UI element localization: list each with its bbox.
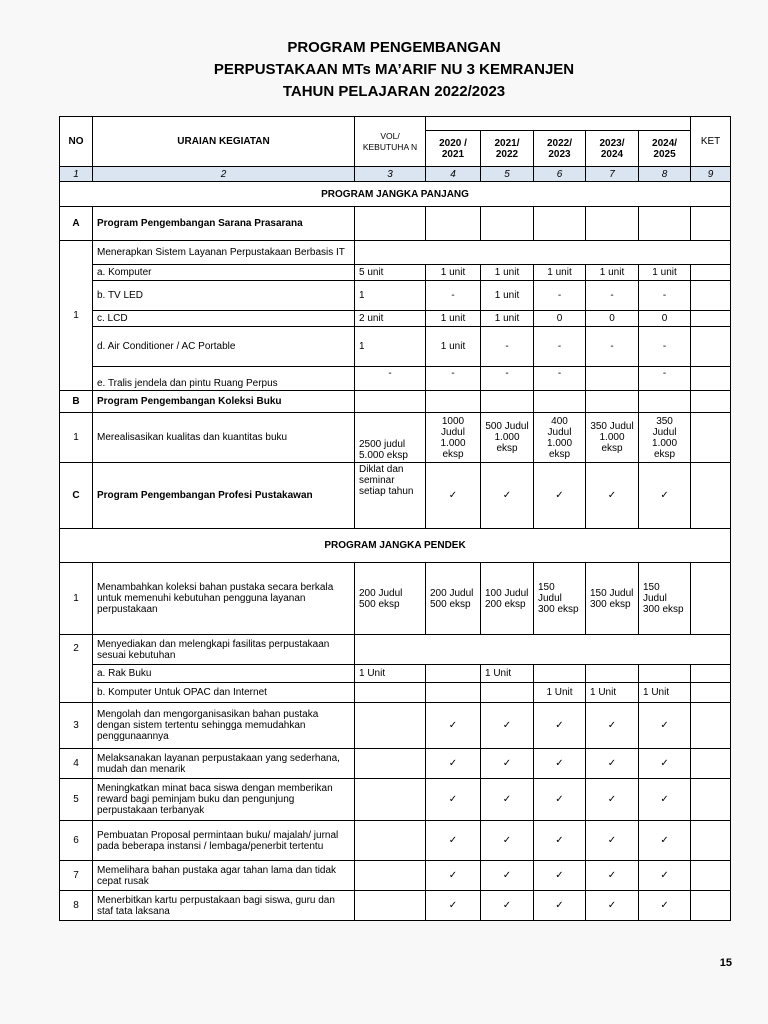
year-value: - [481, 327, 534, 367]
program-table [59, 116, 731, 921]
item-label: a. Komputer [93, 265, 355, 281]
check-mark: ✓ [639, 821, 691, 861]
check-mark: ✓ [426, 703, 481, 749]
check-mark: ✓ [639, 463, 691, 529]
check-mark: ✓ [534, 463, 586, 529]
item-label: d. Air Conditioner / AC Portable [93, 327, 355, 367]
table-row [60, 665, 731, 683]
check-mark: ✓ [534, 891, 586, 921]
year-value: 1 unit [481, 265, 534, 281]
item-label: e. Tralis jendela dan pintu Ruang Perpus [93, 367, 355, 391]
check-mark: ✓ [481, 779, 534, 821]
row-number: 2 [60, 635, 93, 703]
item-volume: 1 Unit [355, 665, 426, 683]
check-mark: ✓ [481, 703, 534, 749]
header-no: NO [60, 117, 93, 167]
check-mark: ✓ [586, 703, 639, 749]
section-b-title: Program Pengembangan Koleksi Buku [93, 391, 355, 413]
check-mark: ✓ [639, 703, 691, 749]
check-mark: ✓ [426, 821, 481, 861]
activity-label: Menerapkan Sistem Layanan Perpustakaan Berbasis IT [93, 241, 355, 265]
check-mark: ✓ [534, 779, 586, 821]
check-mark: ✓ [481, 861, 534, 891]
check-mark: ✓ [426, 861, 481, 891]
year-value: 350 Judul 1.000 eksp [639, 413, 691, 463]
section-b-letter: B [60, 391, 93, 413]
activity-label: Menerbitkan kartu perpustakaan bagi siswa, guru dan staf tata laksana [93, 891, 355, 921]
title-line-2: PERPUSTAKAAN MTs MA’ARIF NU 3 KEMRANJEN [213, 61, 575, 78]
year-value: - [586, 281, 639, 311]
table-row [60, 265, 731, 281]
title-line-3: TAHUN PELAJARAN 2022/2023 [282, 83, 506, 100]
item-label: b. TV LED [93, 281, 355, 311]
table-row [60, 683, 731, 703]
year-value: 150 Judul 300 eksp [534, 563, 586, 635]
year-value: - [481, 367, 534, 391]
section-a-title: Program Pengembangan Sarana Prasarana [93, 207, 355, 241]
table-row [60, 463, 731, 529]
year-value: 1000 Judul 1.000 eksp [426, 413, 481, 463]
column-index-row [60, 167, 731, 182]
check-mark: ✓ [639, 779, 691, 821]
check-mark: ✓ [426, 749, 481, 779]
year-value: - [639, 367, 691, 391]
year-value: - [534, 367, 586, 391]
table-row [60, 311, 731, 327]
activity-label: Menambahkan koleksi bahan pustaka secara berkala untuk memenuhi kebutuhan pengguna layanan perpustakaan [93, 563, 355, 635]
check-mark: ✓ [586, 463, 639, 529]
row-number: 3 [60, 703, 93, 749]
header-ket: KET [691, 117, 731, 167]
year-value: 150 Judul 300 eksp [586, 563, 639, 635]
title-line-1: PROGRAM PENGEMBANGAN [287, 39, 501, 56]
row-number: 1 [60, 563, 93, 635]
check-mark: ✓ [481, 821, 534, 861]
year-value: 1 Unit [534, 683, 586, 703]
table-row [60, 413, 731, 463]
year-value: 0 [534, 311, 586, 327]
year-value: - [426, 281, 481, 311]
item-volume: 2500 judul 5.000 eksp [355, 413, 426, 463]
check-mark: ✓ [481, 749, 534, 779]
check-mark: ✓ [534, 861, 586, 891]
year-value: 500 Judul 1.000 eksp [481, 413, 534, 463]
index-cell: 6 [534, 167, 586, 182]
activity-label: Merealisasikan kualitas dan kuantitas buku [93, 413, 355, 463]
year-value: 200 Judul 500 eksp [426, 563, 481, 635]
check-mark: ✓ [534, 749, 586, 779]
check-mark: ✓ [481, 891, 534, 921]
check-mark: ✓ [426, 463, 481, 529]
table-row [60, 327, 731, 367]
index-cell: 4 [426, 167, 481, 182]
check-mark: ✓ [534, 821, 586, 861]
item-volume: 2 unit [355, 311, 426, 327]
table-row [60, 563, 731, 635]
year-value: 1 unit [534, 265, 586, 281]
check-mark: ✓ [534, 703, 586, 749]
header-uraian: URAIAN KEGIATAN [93, 117, 355, 167]
year-value [586, 367, 639, 391]
check-mark: ✓ [639, 749, 691, 779]
check-mark: ✓ [586, 779, 639, 821]
check-mark: ✓ [639, 891, 691, 921]
row-number: 4 [60, 749, 93, 779]
check-mark: ✓ [481, 463, 534, 529]
table-row [60, 749, 731, 779]
year-value: 1 unit [481, 281, 534, 311]
row-number: 1 [60, 413, 93, 463]
row-number: 5 [60, 779, 93, 821]
row-number: 1 [60, 241, 93, 391]
year-value: 1 Unit [481, 665, 534, 683]
header-vol: VOL/ KEBUTUHA N [355, 117, 426, 167]
header-year-1: 2020 / 2021 [426, 131, 481, 167]
table-row [60, 281, 731, 311]
section-short-term: PROGRAM JANGKA PENDEK [60, 529, 731, 563]
year-value: 1 unit [481, 311, 534, 327]
year-value: - [639, 281, 691, 311]
header-year-5: 2024/ 2025 [639, 131, 691, 167]
section-long-term: PROGRAM JANGKA PANJANG [60, 182, 731, 207]
year-value: - [426, 367, 481, 391]
table-row [60, 703, 731, 749]
row-number: 6 [60, 821, 93, 861]
index-cell: 2 [93, 167, 355, 182]
check-mark: ✓ [586, 821, 639, 861]
section-a-letter: A [60, 207, 93, 241]
year-value: 1 unit [426, 311, 481, 327]
header-year-4: 2023/ 2024 [586, 131, 639, 167]
item-volume: - [355, 367, 426, 391]
header-year-3: 2022/ 2023 [534, 131, 586, 167]
year-value: 1 unit [639, 265, 691, 281]
year-value: 1 Unit [586, 683, 639, 703]
activity-label: Meningkatkan minat baca siswa dengan memberikan reward bagi peminjam buku dan pengunjung perpustakaan terbanyak [93, 779, 355, 821]
header-year-2: 2021/ 2022 [481, 131, 534, 167]
activity-label: Menyediakan dan melengkapi fasilitas perpustakaan sesuai kebutuhan [93, 635, 355, 665]
item-label: b. Komputer Untuk OPAC dan Internet [93, 683, 355, 703]
year-value: - [534, 327, 586, 367]
year-value: 100 Judul 200 eksp [481, 563, 534, 635]
activity-label: Mengolah dan mengorganisasikan bahan pustaka dengan sistem tertentu sehingga memudahkan penggunaannya [93, 703, 355, 749]
index-cell: 9 [691, 167, 731, 182]
index-cell: 7 [586, 167, 639, 182]
check-mark: ✓ [586, 861, 639, 891]
year-value: 1 Unit [639, 683, 691, 703]
row-number: 8 [60, 891, 93, 921]
check-mark: ✓ [426, 779, 481, 821]
item-label: a. Rak Buku [93, 665, 355, 683]
index-cell: 1 [60, 167, 93, 182]
year-value: 150 Judul 300 eksp [639, 563, 691, 635]
year-value: - [586, 327, 639, 367]
year-value: 0 [639, 311, 691, 327]
page-number: 15 [719, 957, 732, 969]
item-volume: 1 [355, 281, 426, 311]
year-value: 1 unit [426, 327, 481, 367]
row-number: 7 [60, 861, 93, 891]
year-value: 1 unit [586, 265, 639, 281]
activity-label: Pembuatan Proposal permintaan buku/ majalah/ jurnal pada beberapa instansi / lembaga/penerbit tertentu [93, 821, 355, 861]
index-cell: 8 [639, 167, 691, 182]
index-cell: 5 [481, 167, 534, 182]
year-value: - [534, 281, 586, 311]
check-mark: ✓ [426, 891, 481, 921]
section-c-letter: C [60, 463, 93, 529]
activity-label: Melaksanakan layanan perpustakaan yang sederhana, mudah dan menarik [93, 749, 355, 779]
item-volume: 200 Judul 500 eksp [355, 563, 426, 635]
check-mark: ✓ [586, 749, 639, 779]
check-mark: ✓ [586, 891, 639, 921]
year-value: 0 [586, 311, 639, 327]
year-value: 350 Judul 1.000 eksp [586, 413, 639, 463]
table-row [60, 821, 731, 861]
activity-label: Memelihara bahan pustaka agar tahan lama dan tidak cepat rusak [93, 861, 355, 891]
year-value: 400 Judul 1.000 eksp [534, 413, 586, 463]
item-volume: Diklat dan seminar setiap tahun [355, 463, 426, 529]
table-row [60, 367, 731, 391]
index-cell: 3 [355, 167, 426, 182]
item-label: c. LCD [93, 311, 355, 327]
item-volume: 5 unit [355, 265, 426, 281]
table-row [60, 891, 731, 921]
section-c-title: Program Pengembangan Profesi Pustakawan [93, 463, 355, 529]
check-mark: ✓ [639, 861, 691, 891]
table-row [60, 779, 731, 821]
item-volume: 1 [355, 327, 426, 367]
year-value: - [639, 327, 691, 367]
table-row [60, 861, 731, 891]
year-value: 1 unit [426, 265, 481, 281]
